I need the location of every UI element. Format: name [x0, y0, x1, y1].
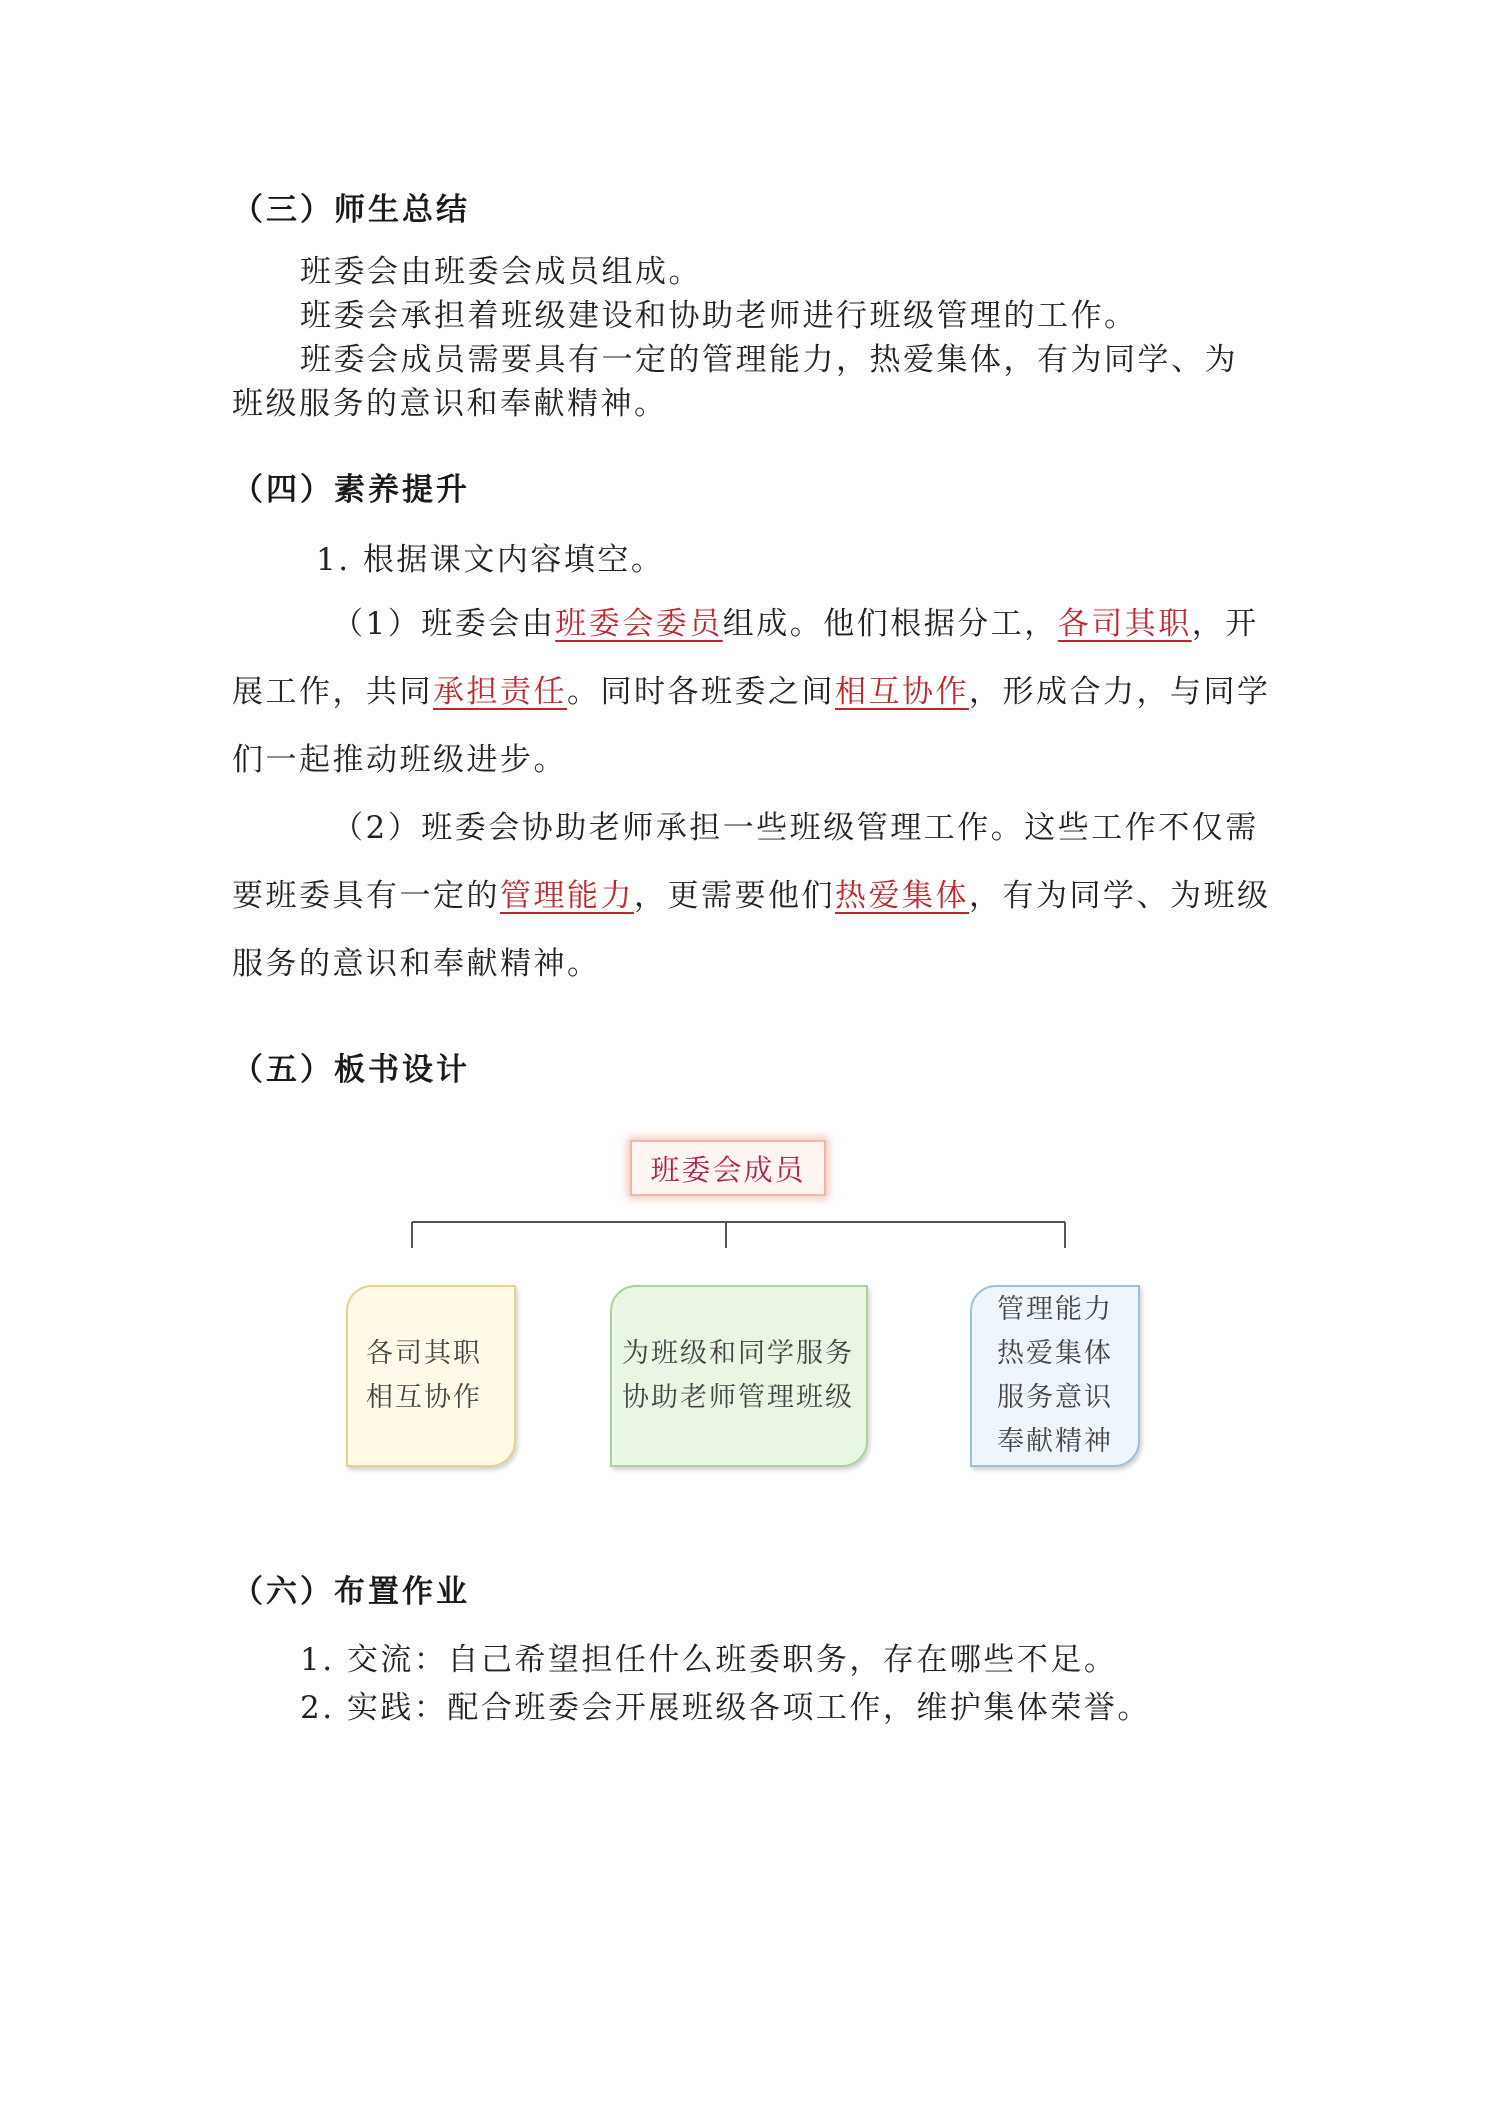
q1-blank-answer: 相互协作 [835, 674, 969, 710]
section-heading-board: （五）板书设计 [232, 1052, 470, 1088]
q1-blank-answer: 班委会委员 [555, 606, 723, 642]
board-card-qualities [970, 1285, 1140, 1467]
summary-line: 班委会成员需要具有一定的管理能力，热爱集体，有为同学、为 [300, 342, 1238, 378]
card-line: 奉献精神 [997, 1426, 1113, 1457]
card-line: 相互协作 [366, 1382, 482, 1413]
card-line: 各司其职 [366, 1338, 482, 1369]
fill-question-1 [232, 590, 1272, 794]
q1-text: （1）班委会由 [332, 606, 556, 642]
q2-blank-answer: 管理能力 [500, 878, 634, 914]
q1-text: 组成。他们根据分工， [722, 606, 1058, 642]
summary-line: 班级服务的意识和奉献精神。 [232, 386, 668, 422]
q1-text: 。同时各班委之间 [567, 674, 835, 710]
homework-item: 1. 交流：自己希望担任什么班委职务，存在哪些不足。 [300, 1642, 1118, 1678]
card-line: 协助老师管理班级 [622, 1382, 854, 1413]
card-line: 为班级和同学服务 [622, 1338, 854, 1369]
q2-text: ，有为同学、为班级服务的意识和奉献精神。 [232, 878, 1271, 982]
board-root-node: 班委会成员 [630, 1140, 826, 1196]
q1-blank-answer: 承担责任 [433, 674, 567, 710]
q1-blank-answer: 各司其职 [1057, 606, 1192, 642]
q2-text: （2）班委会协助老师承担一些班级管理工作。这些工作不仅需要班委具有一定的 [232, 810, 1259, 914]
q2-blank-answer: 热爱集体 [835, 878, 969, 914]
practice-instruction: 1. 根据课文内容填空。 [316, 542, 665, 578]
q2-text: ，更需要他们 [634, 878, 835, 914]
q1-text: ，开展工作，共同 [232, 606, 1259, 710]
summary-paragraph [232, 250, 1272, 426]
summary-line: 班委会由班委会成员组成。 [300, 254, 702, 290]
board-card-service [610, 1285, 868, 1467]
fill-question-2 [232, 794, 1272, 998]
summary-line: 班委会承担着班级建设和协助老师进行班级管理的工作。 [300, 298, 1138, 334]
section-heading-practice: （四）素养提升 [232, 472, 470, 508]
card-line: 热爱集体 [997, 1338, 1113, 1369]
board-card-duties [346, 1285, 516, 1467]
q1-text: ，形成合力，与同学们一起推动班级进步。 [232, 674, 1271, 778]
card-line: 服务意识 [997, 1382, 1113, 1413]
section-heading-homework: （六）布置作业 [232, 1574, 470, 1610]
section-heading-summary: （三）师生总结 [232, 192, 470, 228]
homework-item: 2. 实践：配合班委会开展班级各项工作，维护集体荣誉。 [300, 1690, 1151, 1726]
card-line: 管理能力 [997, 1294, 1113, 1325]
